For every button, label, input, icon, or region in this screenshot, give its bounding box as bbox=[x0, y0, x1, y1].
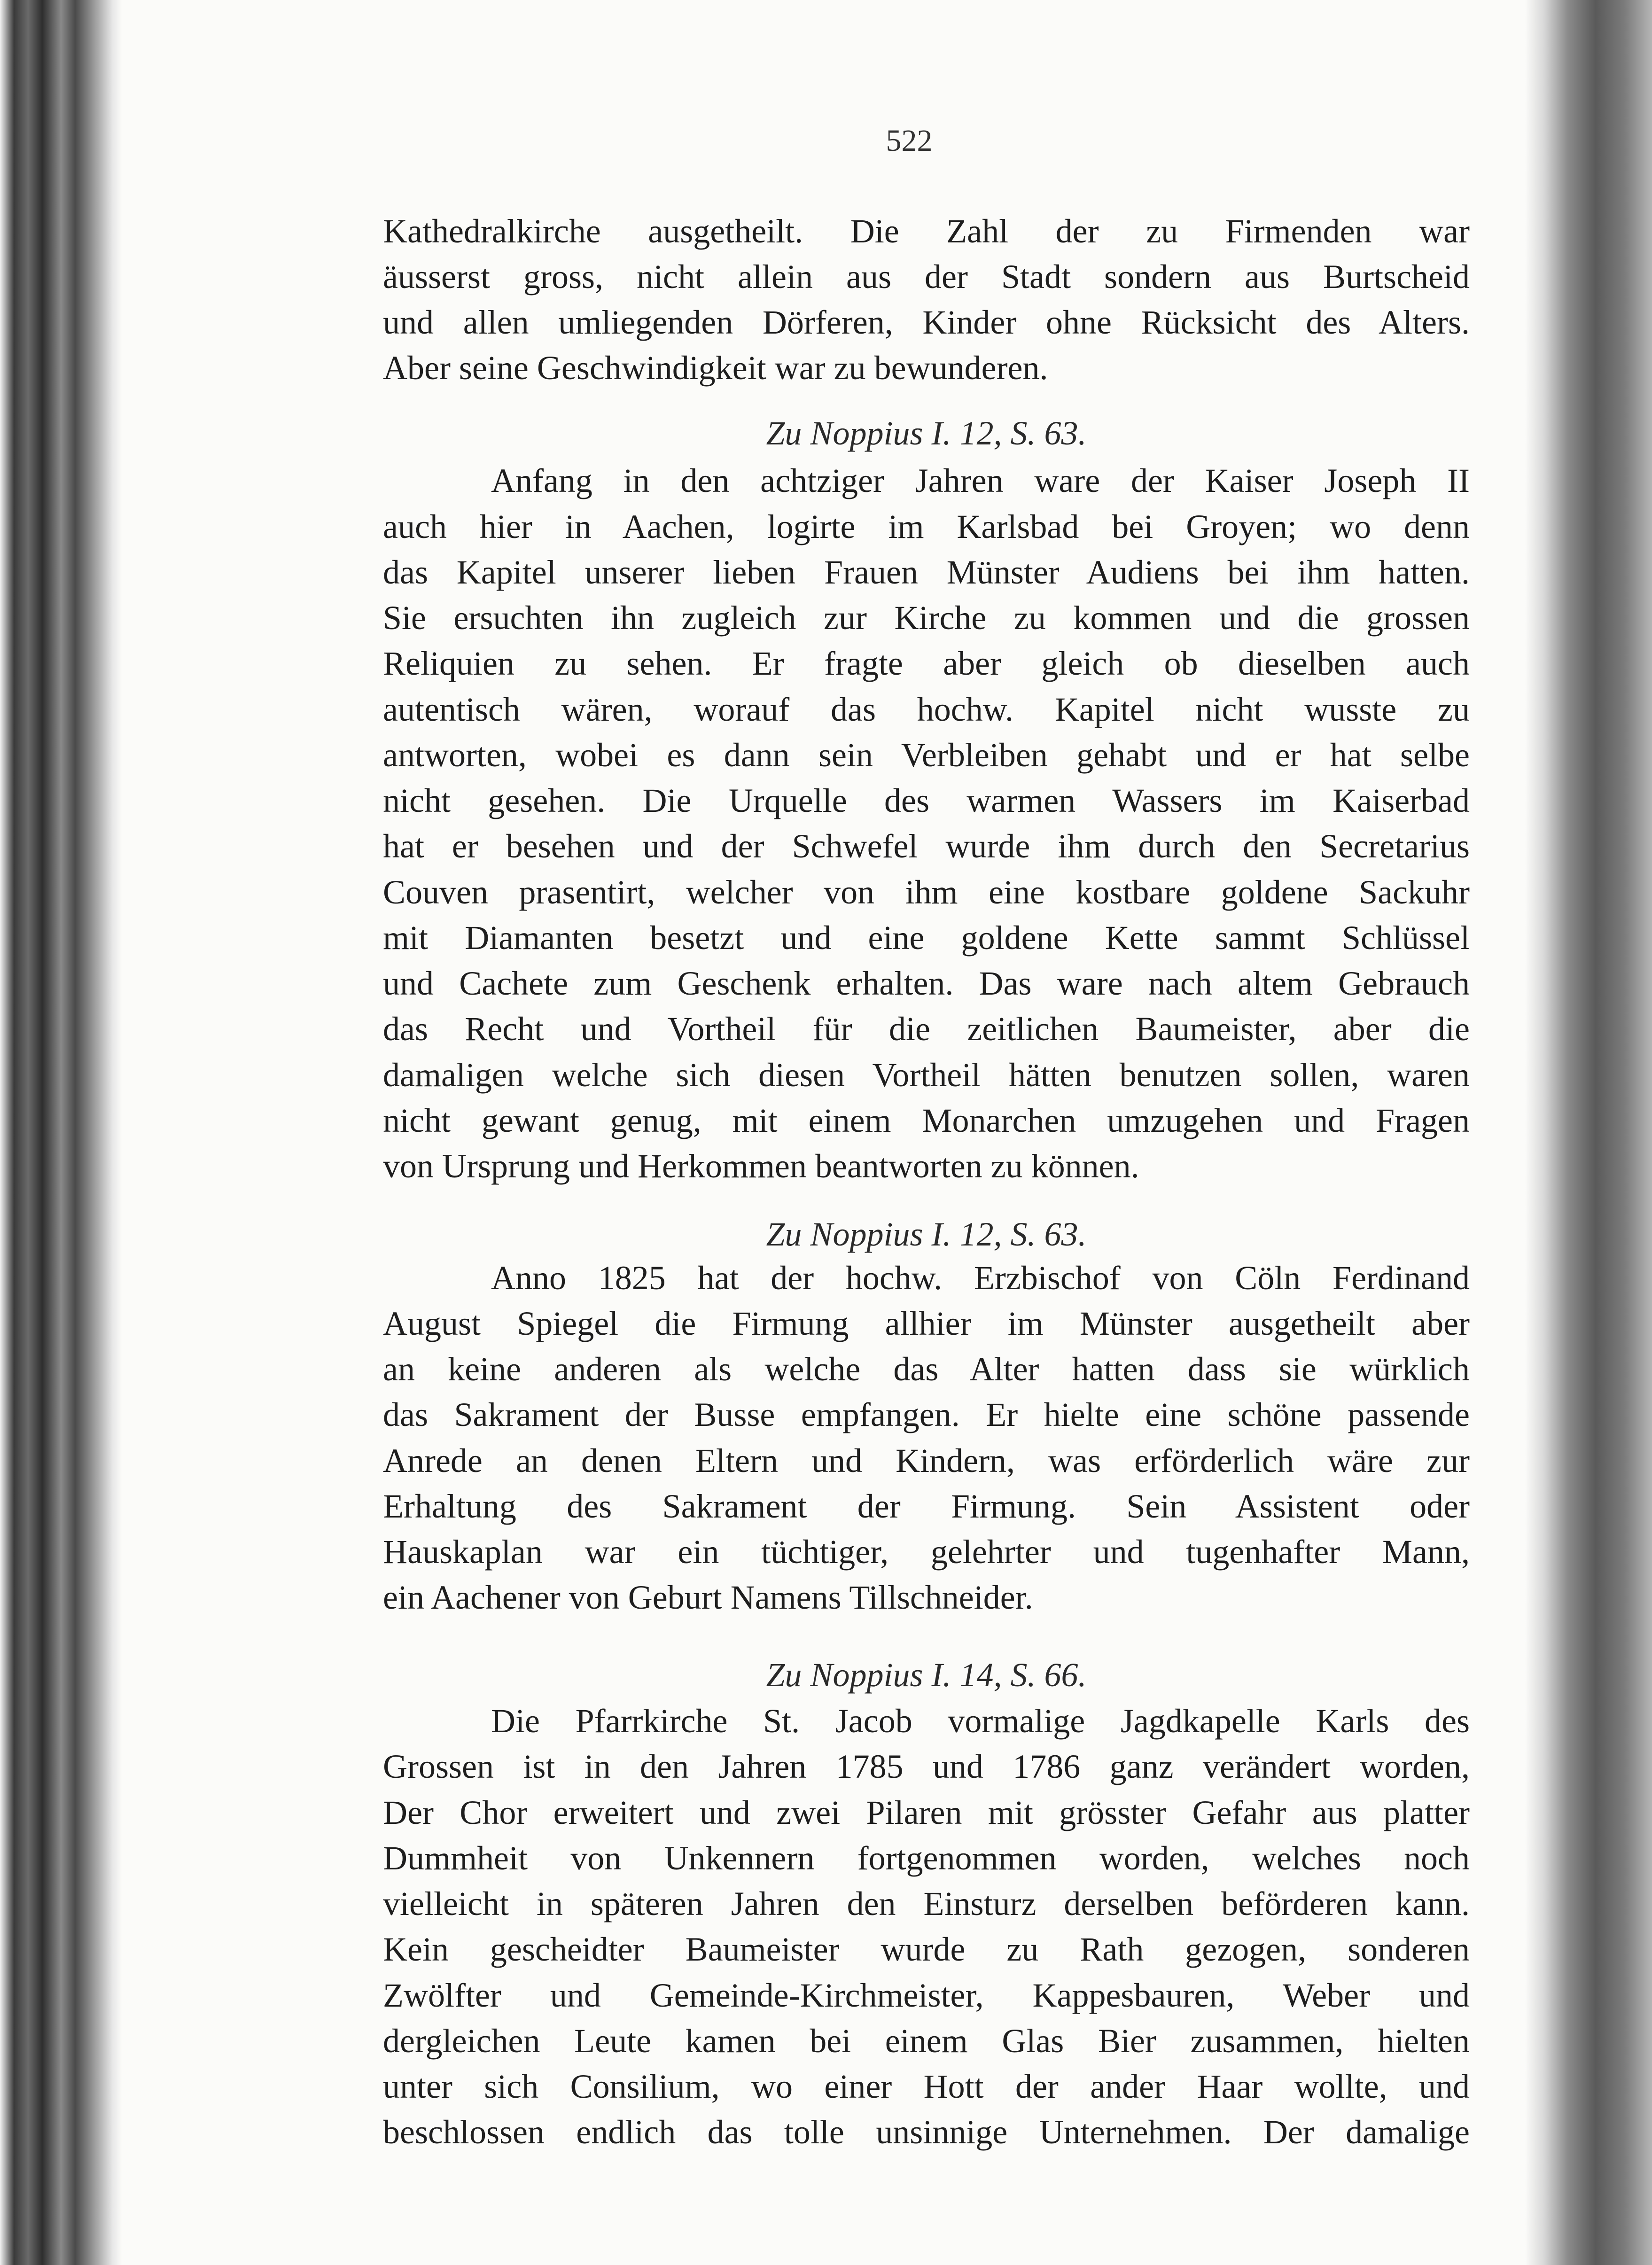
text-line: hat er besehen und der Schwefel wurde ihm durch den Secretarius bbox=[383, 827, 1470, 865]
text-line: Zwölfter und Gemeinde-Kirchmeister, Kappesbauren, Weber und bbox=[383, 1976, 1470, 2014]
text-line: Der Chor erweitert und zwei Pilaren mit grösster Gefahr aus platter bbox=[383, 1793, 1470, 1831]
text-line: nicht gewant genug, mit einem Monarchen umzugehen und Fragen bbox=[383, 1101, 1470, 1139]
text-line: antworten, wobei es dann sein Verbleiben gehabt und er hat selbe bbox=[383, 736, 1470, 774]
text-line: ein Aachener von Geburt Namens Tillschneider. bbox=[383, 1579, 1033, 1617]
section-heading: Zu Noppius I. 12, S. 63. bbox=[766, 1215, 1087, 1253]
text-line: Kein gescheidter Baumeister wurde zu Rath gezogen, sonderen bbox=[383, 1930, 1470, 1969]
text-line: Die Pfarrkirche St. Jacob vormalige Jagdkapelle Karls des bbox=[491, 1702, 1470, 1740]
text-line: Grossen ist in den Jahren 1785 und 1786 ganz verändert worden, bbox=[383, 1748, 1470, 1786]
text-line: von Ursprung und Herkommen beantworten zu können. bbox=[383, 1147, 1139, 1185]
text-line: an keine anderen als welche das Alter hatten dass sie würklich bbox=[383, 1350, 1470, 1388]
text-line: nicht gesehen. Die Urquelle des warmen Wassers im Kaiserbad bbox=[383, 782, 1470, 820]
scan-page-edge-shadow-right bbox=[1525, 0, 1652, 2265]
text-line: August Spiegel die Firmung allhier im Münster ausgetheilt aber bbox=[383, 1304, 1470, 1342]
text-line: und Cachete zum Geschenk erhalten. Das ware nach altem Gebrauch bbox=[383, 965, 1470, 1003]
text-line: Aber seine Geschwindigkeit war zu bewunderen. bbox=[383, 349, 1048, 387]
text-line: und allen umliegenden Dörferen, Kinder ohne Rücksicht des Alters. bbox=[383, 304, 1470, 342]
text-line: mit Diamanten besetzt und eine goldene Kette sammt Schlüssel bbox=[383, 918, 1470, 957]
text-line: Hauskaplan war ein tüchtiger, gelehrter und tugenhafter Mann, bbox=[383, 1533, 1470, 1571]
page-number: 522 bbox=[886, 124, 933, 158]
section-heading: Zu Noppius I. 14, S. 66. bbox=[766, 1656, 1087, 1694]
text-line: Dummheit von Unkennern fortgenommen worden, welches noch bbox=[383, 1839, 1470, 1877]
text-line: Sie ersuchten ihn zugleich zur Kirche zu kommen und die grossen bbox=[383, 599, 1470, 637]
scan-binding-shadow-left bbox=[0, 0, 122, 2265]
text-line: das Sakrament der Busse empfangen. Er hielte eine schöne passende bbox=[383, 1396, 1470, 1434]
text-line: damaligen welche sich diesen Vortheil hätten benutzen sollen, waren bbox=[383, 1056, 1470, 1094]
text-line: Anno 1825 hat der hochw. Erzbischof von Cöln Ferdinand bbox=[491, 1259, 1470, 1297]
text-line: auch hier in Aachen, logirte im Karlsbad bei Groyen; wo denn bbox=[383, 507, 1470, 545]
text-line: Erhaltung des Sakrament der Firmung. Sein Assistent oder bbox=[383, 1487, 1470, 1525]
text-line: autentisch wären, worauf das hochw. Kapitel nicht wusste zu bbox=[383, 690, 1470, 728]
text-line: das Recht und Vortheil für die zeitlichen Baumeister, aber die bbox=[383, 1010, 1470, 1048]
text-line: vielleicht in späteren Jahren den Einsturz derselben beförderen kann. bbox=[383, 1885, 1470, 1923]
text-line: Kathedralkirche ausgetheilt. Die Zahl der zu Firmenden war bbox=[383, 212, 1470, 250]
text-line: unter sich Consilium, wo einer Hott der ander Haar wollte, und bbox=[383, 2068, 1470, 2106]
text-line: Reliquien zu sehen. Er fragte aber gleich ob dieselben auch bbox=[383, 645, 1470, 683]
text-line: Anrede an denen Eltern und Kindern, was erförderlich wäre zur bbox=[383, 1441, 1470, 1479]
text-line: dergleichen Leute kamen bei einem Glas Bier zusammen, hielten bbox=[383, 2022, 1470, 2060]
text-line: Couven prasentirt, welcher von ihm eine kostbare goldene Sackuhr bbox=[383, 873, 1470, 911]
section-heading: Zu Noppius I. 12, S. 63. bbox=[766, 414, 1087, 452]
text-line: das Kapitel unserer lieben Frauen Münster Audiens bei ihm hatten. bbox=[383, 553, 1470, 591]
text-line: beschlossen endlich das tolle unsinnige Unternehmen. Der damalige bbox=[383, 2113, 1470, 2151]
text-line: Anfang in den achtziger Jahren ware der Kaiser Joseph II bbox=[491, 462, 1470, 500]
text-line: äusserst gross, nicht allein aus der Stadt sondern aus Burtscheid bbox=[383, 257, 1470, 296]
